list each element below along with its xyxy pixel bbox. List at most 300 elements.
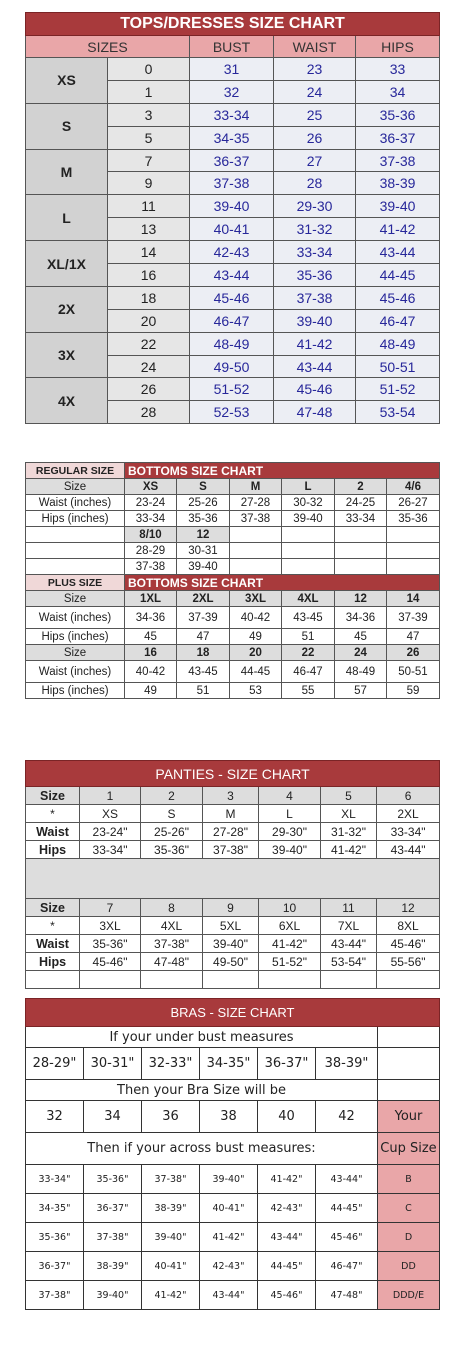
across-bust-cell: 37-38" xyxy=(26,1281,84,1310)
value-cell: 49 xyxy=(125,683,177,699)
value-cell: 41-42" xyxy=(321,841,377,859)
tops-header-bust: BUST xyxy=(190,36,274,58)
measurement-cell: 37-38 xyxy=(274,286,356,309)
size-cell: L xyxy=(282,479,335,495)
row-label: * xyxy=(26,917,80,935)
bras-table xyxy=(25,998,440,1310)
measurement-cell: 31-32 xyxy=(274,218,356,241)
measurement-cell: 39-40 xyxy=(356,195,440,218)
numeric-size-cell: 13 xyxy=(108,218,190,241)
numeric-size-cell: 11 xyxy=(108,195,190,218)
measurement-cell: 35-36 xyxy=(356,103,440,126)
regular-extra-waist-row xyxy=(26,543,440,559)
value-cell: 7XL xyxy=(321,917,377,935)
panties-hips-row-2 xyxy=(26,953,440,971)
measurement-cell: 36-37 xyxy=(190,149,274,172)
under-bust-cell: 34-35" xyxy=(200,1048,258,1080)
value-cell: 45 xyxy=(335,629,387,645)
measurement-cell: 37-38 xyxy=(190,172,274,195)
value-cell: 50-51 xyxy=(387,661,440,683)
value-cell: M xyxy=(203,805,259,823)
measurement-cell: 33-34 xyxy=(190,103,274,126)
measurement-cell: 51-52 xyxy=(190,378,274,401)
size-cell: 6 xyxy=(377,787,440,805)
value-cell: 53-54" xyxy=(321,953,377,971)
measurement-cell: 50-51 xyxy=(356,355,440,378)
value-cell: 25-26" xyxy=(141,823,203,841)
value-cell: 37-38" xyxy=(141,935,203,953)
panties-table xyxy=(25,760,440,989)
across-bust-text-row xyxy=(26,1133,440,1165)
cup-size-cell: DDD/E xyxy=(378,1281,440,1310)
cup-size-cell: D xyxy=(378,1223,440,1252)
measurement-cell: 36-37 xyxy=(356,126,440,149)
value-cell: 35-36 xyxy=(387,511,440,527)
size-cell: 1 xyxy=(80,787,141,805)
value-cell: 43-45 xyxy=(282,607,335,629)
value-cell: 33-34 xyxy=(335,511,387,527)
row-label: Waist xyxy=(26,935,80,953)
measurement-cell: 35-36 xyxy=(274,264,356,287)
value-cell: 37-39 xyxy=(177,607,230,629)
numeric-size-cell: 24 xyxy=(108,355,190,378)
numeric-size-cell: 5 xyxy=(108,126,190,149)
measurement-cell: 39-40 xyxy=(190,195,274,218)
value-cell: 35-36" xyxy=(141,841,203,859)
value-cell: 35-36" xyxy=(80,935,141,953)
size-cell: 12 xyxy=(377,899,440,917)
measurement-cell: 37-38 xyxy=(356,149,440,172)
value-cell: 37-38" xyxy=(203,841,259,859)
band-cell: 36 xyxy=(142,1101,200,1133)
value-cell: 48-49 xyxy=(335,661,387,683)
value-cell: 37-39 xyxy=(387,607,440,629)
your-cup-label: Your xyxy=(378,1101,440,1133)
value-cell: L xyxy=(259,805,321,823)
regular-size-row xyxy=(26,479,440,495)
value-cell: 44-45 xyxy=(230,661,282,683)
value-cell: 45-46" xyxy=(80,953,141,971)
value-cell: 51 xyxy=(282,629,335,645)
size-cell: 18 xyxy=(177,645,230,661)
numeric-size-cell: 7 xyxy=(108,149,190,172)
across-bust-row xyxy=(26,1252,440,1281)
numeric-size-cell: 9 xyxy=(108,172,190,195)
measurement-cell: 49-50 xyxy=(190,355,274,378)
across-bust-row xyxy=(26,1281,440,1310)
value-cell: 37-38 xyxy=(230,511,282,527)
cup-size-label: Cup Size xyxy=(378,1133,440,1165)
measurement-cell: 46-47 xyxy=(356,309,440,332)
row-label: Waist (inches) xyxy=(26,495,125,511)
numeric-size-cell: 3 xyxy=(108,103,190,126)
tops-row xyxy=(26,332,440,355)
across-bust-cell: 41-42" xyxy=(142,1281,200,1310)
value-cell: 39-40 xyxy=(177,559,230,575)
numeric-size-cell: 0 xyxy=(108,58,190,81)
under-bust-cell: 28-29" xyxy=(26,1048,84,1080)
across-bust-cell: 33-34" xyxy=(26,1165,84,1194)
size-cell: XS xyxy=(125,479,177,495)
value-cell: 23-24" xyxy=(80,823,141,841)
regular-extra-hips-row xyxy=(26,559,440,575)
panties-waist-row-2 xyxy=(26,935,440,953)
tops-row xyxy=(26,241,440,264)
size-group-label: M xyxy=(26,149,108,195)
measurement-cell: 31 xyxy=(190,58,274,81)
cup-size-cell: B xyxy=(378,1165,440,1194)
value-cell: S xyxy=(141,805,203,823)
size-cell: 20 xyxy=(230,645,282,661)
bra-size-text-row xyxy=(26,1080,440,1101)
plus-hips-row-1 xyxy=(26,629,440,645)
across-bust-cell: 38-39" xyxy=(84,1252,142,1281)
value-cell: 33-34 xyxy=(125,511,177,527)
size-cell: 11 xyxy=(321,899,377,917)
tops-table xyxy=(25,12,440,424)
across-bust-cell: 43-44" xyxy=(316,1165,378,1194)
across-bust-cell: 43-44" xyxy=(258,1223,316,1252)
size-cell: 3 xyxy=(203,787,259,805)
across-bust-cell: 37-38" xyxy=(84,1223,142,1252)
row-label: Waist (inches) xyxy=(26,661,125,683)
measurement-cell: 42-43 xyxy=(190,241,274,264)
value-cell: 30-32 xyxy=(282,495,335,511)
value-cell: 34-36 xyxy=(335,607,387,629)
row-label: Hips xyxy=(26,953,80,971)
tops-row xyxy=(26,195,440,218)
across-bust-cell: 41-42" xyxy=(258,1165,316,1194)
value-cell: 57 xyxy=(335,683,387,699)
panties-letter-row-2 xyxy=(26,917,440,935)
under-bust-text: If your under bust measures xyxy=(26,1027,378,1048)
tops-size-chart xyxy=(25,12,439,424)
value-cell: 45 xyxy=(125,629,177,645)
value-cell: 31-32" xyxy=(321,823,377,841)
across-bust-cell: 40-41" xyxy=(200,1194,258,1223)
numeric-size-cell: 22 xyxy=(108,332,190,355)
value-cell: 33-34" xyxy=(377,823,440,841)
panties-title: PANTIES - SIZE CHART xyxy=(26,761,440,787)
across-bust-cell: 36-37" xyxy=(84,1194,142,1223)
across-bust-row xyxy=(26,1223,440,1252)
row-label: Size xyxy=(26,645,125,661)
size-cell: 5 xyxy=(321,787,377,805)
value-cell: 41-42" xyxy=(259,935,321,953)
panties-size-row-2 xyxy=(26,899,440,917)
size-group-label: S xyxy=(26,103,108,149)
value-cell: 2XL xyxy=(377,805,440,823)
tops-row xyxy=(26,149,440,172)
bras-title: BRAS - SIZE CHART xyxy=(26,999,440,1027)
value-cell: 26-27 xyxy=(387,495,440,511)
value-cell: 35-36 xyxy=(177,511,230,527)
plus-waist-row-1 xyxy=(26,607,440,629)
panties-size-chart xyxy=(25,760,439,989)
bottoms-size-chart xyxy=(25,462,439,699)
size-cell: 8 xyxy=(141,899,203,917)
regular-size-label: REGULAR SIZE xyxy=(26,463,125,479)
value-cell: 45-46" xyxy=(377,935,440,953)
across-bust-cell: 41-42" xyxy=(200,1223,258,1252)
size-cell: 2 xyxy=(335,479,387,495)
value-cell: 40-42 xyxy=(125,661,177,683)
across-bust-cell: 45-46" xyxy=(316,1223,378,1252)
row-label: Hips (inches) xyxy=(26,629,125,645)
row-label: Waist (inches) xyxy=(26,607,125,629)
regular-extra-size-row xyxy=(26,527,440,543)
size-group-label: 4X xyxy=(26,378,108,424)
value-cell: 39-40" xyxy=(259,841,321,859)
across-bust-cell: 46-47" xyxy=(316,1252,378,1281)
measurement-cell: 29-30 xyxy=(274,195,356,218)
size-cell: 12 xyxy=(177,527,230,543)
plus-size-row-2 xyxy=(26,645,440,661)
across-bust-cell: 35-36" xyxy=(26,1223,84,1252)
measurement-cell: 52-53 xyxy=(190,401,274,424)
measurement-cell: 23 xyxy=(274,58,356,81)
measurement-cell: 26 xyxy=(274,126,356,149)
value-cell: 27-28" xyxy=(203,823,259,841)
size-cell: 14 xyxy=(387,591,440,607)
size-cell: 22 xyxy=(282,645,335,661)
size-cell: 2XL xyxy=(177,591,230,607)
under-bust-text-row xyxy=(26,1027,440,1048)
plus-waist-row-2 xyxy=(26,661,440,683)
value-cell: 40-42 xyxy=(230,607,282,629)
measurement-cell: 45-46 xyxy=(190,286,274,309)
tops-header-waist: WAIST xyxy=(274,36,356,58)
value-cell: 55 xyxy=(282,683,335,699)
across-bust-cell: 38-39" xyxy=(142,1194,200,1223)
size-cell: 4/6 xyxy=(387,479,440,495)
size-cell: 10 xyxy=(259,899,321,917)
measurement-cell: 33 xyxy=(356,58,440,81)
across-bust-cell: 39-40" xyxy=(84,1281,142,1310)
measurement-cell: 41-42 xyxy=(356,218,440,241)
size-cell: 3XL xyxy=(230,591,282,607)
value-cell: 8XL xyxy=(377,917,440,935)
bras-size-chart xyxy=(25,998,439,1310)
size-cell: 1XL xyxy=(125,591,177,607)
measurement-cell: 45-46 xyxy=(356,286,440,309)
bras-body xyxy=(26,1165,440,1310)
value-cell: 43-44" xyxy=(377,841,440,859)
value-cell: 49-50" xyxy=(203,953,259,971)
value-cell: 29-30" xyxy=(259,823,321,841)
band-cell: 38 xyxy=(200,1101,258,1133)
row-label: Hips xyxy=(26,841,80,859)
measurement-cell: 45-46 xyxy=(274,378,356,401)
measurement-cell: 24 xyxy=(274,80,356,103)
measurement-cell: 51-52 xyxy=(356,378,440,401)
across-bust-cell: 39-40" xyxy=(142,1223,200,1252)
size-cell: 2 xyxy=(141,787,203,805)
plus-hips-row-2 xyxy=(26,683,440,699)
value-cell: 23-24 xyxy=(125,495,177,511)
measurement-cell: 48-49 xyxy=(190,332,274,355)
value-cell: 5XL xyxy=(203,917,259,935)
panties-hips-row-1 xyxy=(26,841,440,859)
value-cell: 37-38 xyxy=(125,559,177,575)
band-cell: 32 xyxy=(26,1101,84,1133)
under-bust-cell: 32-33" xyxy=(142,1048,200,1080)
value-cell: 28-29 xyxy=(125,543,177,559)
measurement-cell: 25 xyxy=(274,103,356,126)
measurement-cell: 53-54 xyxy=(356,401,440,424)
value-cell: 39-40 xyxy=(282,511,335,527)
value-cell: 59 xyxy=(387,683,440,699)
across-bust-text: Then if your across bust measures: xyxy=(26,1133,378,1165)
size-group-label: XS xyxy=(26,58,108,104)
tops-row xyxy=(26,378,440,401)
measurement-cell: 39-40 xyxy=(274,309,356,332)
band-cell: 42 xyxy=(316,1101,378,1133)
under-bust-cell: 30-31" xyxy=(84,1048,142,1080)
size-cell: 12 xyxy=(335,591,387,607)
size-cell: 8/10 xyxy=(125,527,177,543)
panties-letter-row-1 xyxy=(26,805,440,823)
numeric-size-cell: 18 xyxy=(108,286,190,309)
measurement-cell: 43-44 xyxy=(356,241,440,264)
value-cell: 47 xyxy=(177,629,230,645)
size-cell: 24 xyxy=(335,645,387,661)
row-label: Size xyxy=(26,479,125,495)
row-label: * xyxy=(26,805,80,823)
measurement-cell: 34 xyxy=(356,80,440,103)
measurement-cell: 34-35 xyxy=(190,126,274,149)
panties-size-row-1 xyxy=(26,787,440,805)
tops-row xyxy=(26,286,440,309)
across-bust-cell: 42-43" xyxy=(258,1194,316,1223)
value-cell: XL xyxy=(321,805,377,823)
bottoms-table xyxy=(25,462,440,699)
value-cell: 3XL xyxy=(80,917,141,935)
measurement-cell: 41-42 xyxy=(274,332,356,355)
value-cell: 47 xyxy=(387,629,440,645)
size-cell: 9 xyxy=(203,899,259,917)
across-bust-cell: 39-40" xyxy=(200,1165,258,1194)
numeric-size-cell: 1 xyxy=(108,80,190,103)
across-bust-cell: 35-36" xyxy=(84,1165,142,1194)
numeric-size-cell: 14 xyxy=(108,241,190,264)
plus-size-row-1 xyxy=(26,591,440,607)
value-cell: 51 xyxy=(177,683,230,699)
across-bust-cell: 44-45" xyxy=(316,1194,378,1223)
across-bust-cell: 40-41" xyxy=(142,1252,200,1281)
size-cell: 4XL xyxy=(282,591,335,607)
across-bust-cell: 44-45" xyxy=(258,1252,316,1281)
value-cell: 4XL xyxy=(141,917,203,935)
value-cell: XS xyxy=(80,805,141,823)
tops-row xyxy=(26,58,440,81)
across-bust-row xyxy=(26,1165,440,1194)
measurement-cell: 47-48 xyxy=(274,401,356,424)
tops-row xyxy=(26,103,440,126)
measurement-cell: 48-49 xyxy=(356,332,440,355)
regular-bottoms-title: BOTTOMS SIZE CHART xyxy=(125,463,440,479)
value-cell: 25-26 xyxy=(177,495,230,511)
row-label: Size xyxy=(26,591,125,607)
size-cell: 7 xyxy=(80,899,141,917)
across-bust-cell: 43-44" xyxy=(200,1281,258,1310)
measurement-cell: 40-41 xyxy=(190,218,274,241)
row-label: Waist xyxy=(26,823,80,841)
band-cell: 40 xyxy=(258,1101,316,1133)
numeric-size-cell: 26 xyxy=(108,378,190,401)
value-cell: 33-34" xyxy=(80,841,141,859)
measurement-cell: 43-44 xyxy=(190,264,274,287)
row-label: Hips (inches) xyxy=(26,511,125,527)
across-bust-cell: 47-48" xyxy=(316,1281,378,1310)
value-cell: 53 xyxy=(230,683,282,699)
panties-waist-row-1 xyxy=(26,823,440,841)
under-bust-cell: 38-39" xyxy=(316,1048,378,1080)
value-cell: 43-45 xyxy=(177,661,230,683)
across-bust-cell: 37-38" xyxy=(142,1165,200,1194)
tops-header-hips: HIPS xyxy=(356,36,440,58)
measurement-cell: 38-39 xyxy=(356,172,440,195)
size-group-label: 2X xyxy=(26,286,108,332)
band-cell: 34 xyxy=(84,1101,142,1133)
size-cell: 26 xyxy=(387,645,440,661)
tops-body xyxy=(26,58,440,424)
row-label: Hips (inches) xyxy=(26,683,125,699)
tops-header-sizes: SIZES xyxy=(26,36,190,58)
value-cell: 6XL xyxy=(259,917,321,935)
across-bust-cell: 42-43" xyxy=(200,1252,258,1281)
numeric-size-cell: 28 xyxy=(108,401,190,424)
size-cell: M xyxy=(230,479,282,495)
plus-bottoms-title: BOTTOMS SIZE CHART xyxy=(125,575,440,591)
bra-size-text: Then your Bra Size will be xyxy=(26,1080,378,1101)
across-bust-cell: 36-37" xyxy=(26,1252,84,1281)
row-label: Size xyxy=(26,899,80,917)
measurement-cell: 27 xyxy=(274,149,356,172)
under-bust-cell: 36-37" xyxy=(258,1048,316,1080)
value-cell: 24-25 xyxy=(335,495,387,511)
value-cell: 51-52" xyxy=(259,953,321,971)
size-group-label: XL/1X xyxy=(26,241,108,287)
size-group-label: L xyxy=(26,195,108,241)
measurement-cell: 46-47 xyxy=(190,309,274,332)
measurement-cell: 44-45 xyxy=(356,264,440,287)
under-bust-row xyxy=(26,1048,440,1080)
panties-spacer-row xyxy=(26,859,440,899)
measurement-cell: 28 xyxy=(274,172,356,195)
across-bust-cell: 34-35" xyxy=(26,1194,84,1223)
value-cell: 39-40" xyxy=(203,935,259,953)
value-cell: 30-31 xyxy=(177,543,230,559)
tops-title: TOPS/DRESSES SIZE CHART xyxy=(26,13,440,36)
value-cell: 49 xyxy=(230,629,282,645)
cup-size-cell: DD xyxy=(378,1252,440,1281)
numeric-size-cell: 20 xyxy=(108,309,190,332)
across-bust-row xyxy=(26,1194,440,1223)
value-cell: 46-47 xyxy=(282,661,335,683)
measurement-cell: 33-34 xyxy=(274,241,356,264)
size-cell: 4 xyxy=(259,787,321,805)
cup-size-cell: C xyxy=(378,1194,440,1223)
size-cell: S xyxy=(177,479,230,495)
regular-hips-row xyxy=(26,511,440,527)
numeric-size-cell: 16 xyxy=(108,264,190,287)
value-cell: 34-36 xyxy=(125,607,177,629)
value-cell: 55-56" xyxy=(377,953,440,971)
panties-empty-row xyxy=(26,971,440,989)
value-cell: 43-44" xyxy=(321,935,377,953)
size-cell: 16 xyxy=(125,645,177,661)
